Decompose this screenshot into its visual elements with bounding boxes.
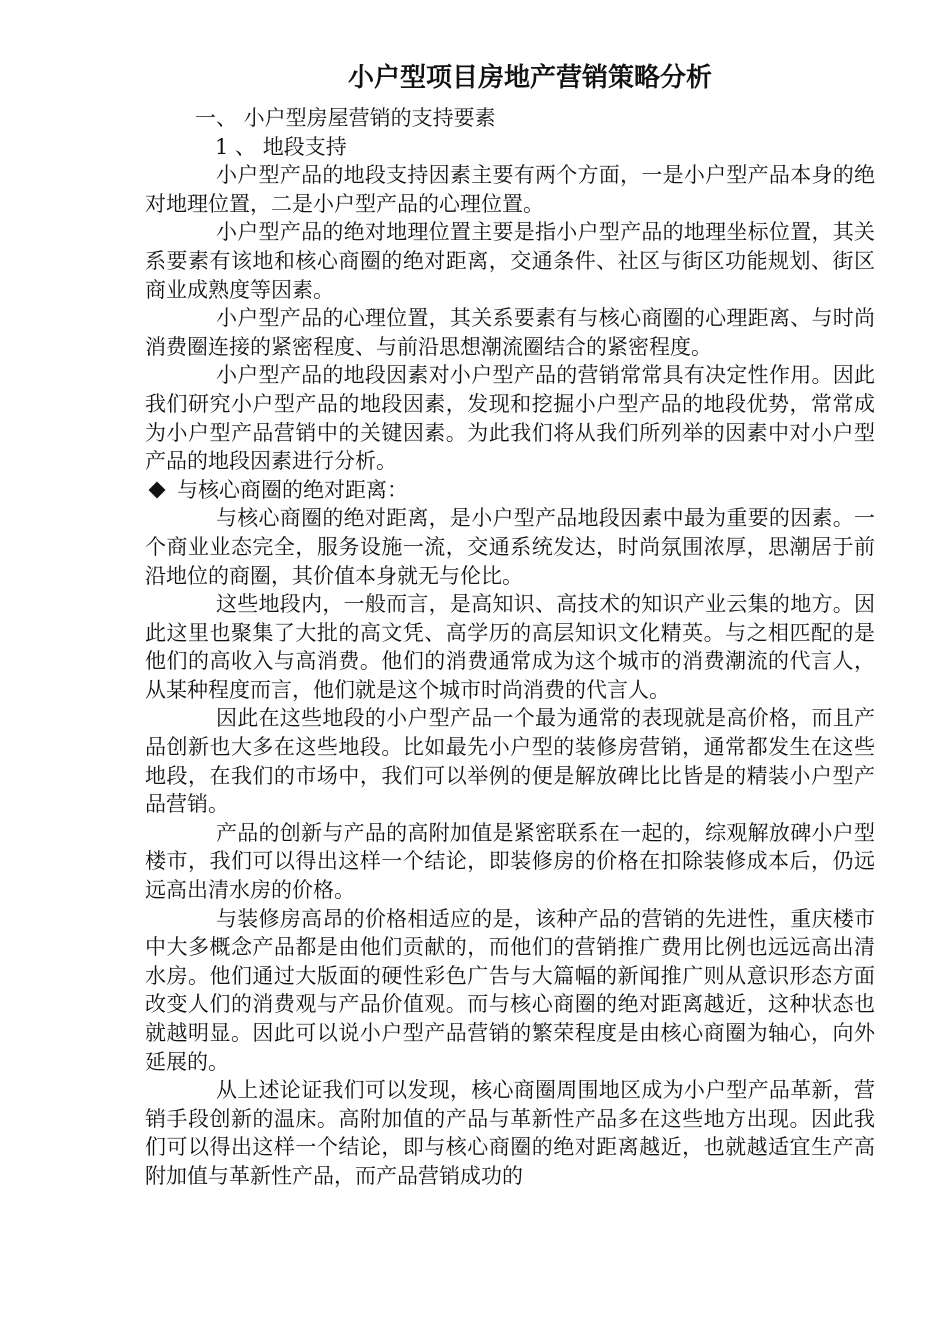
subsection-heading: 1 、 地段支持 — [215, 134, 347, 159]
paragraph: 与装修房高昂的价格相适应的是，该种产品的营销的先进性，重庆楼市中大多概念产品都是由他们贡献的，而他们的营销推广费用比例也远远高出清水房。他们通过大版面的硬性彩色广告与大篇幅的新闻推广则从意识形态方面改变人们的消费观与产品价值观。而与核心商圈的绝对距离越近，这种状态也就越明显。因此可以说小户型产品营销的繁荣程度是由核心商圈为轴心，向外延展的。 — [145, 906, 875, 1074]
diamond-bullet-icon — [149, 482, 166, 499]
document-title: 小户型项目房地产营销策略分析 — [347, 63, 712, 93]
paragraph: 与核心商圈的绝对距离，是小户型产品地段因素中最为重要的因素。一个商业业态完全，服务设施一流，交通系统发达，时尚氛围浓厚，思潮居于前沿地位的商圈，其价值本身就无与伦比。 — [145, 506, 875, 588]
paragraph: 小户型产品的地段因素对小户型产品的营销常常具有决定性作用。因此我们研究小户型产品的地段因素，发现和挖掘小户型产品的地段优势，常常成为小户型产品营销中的关键因素。为此我们将从我们所列举的因素中对小户型产品的地段因素进行分析。 — [145, 363, 875, 474]
paragraph: 因此在这些地段的小户型产品一个最为通常的表现就是高价格，而且产品创新也大多在这些地段。比如最先小户型的装修房营销，通常都发生在这些地段，在我们的市场中，我们可以举例的便是解放碑比比皆是的精装小户型产品营销。 — [145, 706, 875, 817]
paragraph: 这些地段内，一般而言，是高知识、高技术的知识产业云集的地方。因此这里也聚集了大批的高文凭、高学历的高层知识文化精英。与之相匹配的是他们的高收入与高消费。他们的消费通常成为这个城市的消费潮流的代言人，从某种程度而言，他们就是这个城市时尚消费的代言人。 — [145, 592, 875, 702]
document-page — [145, 58, 875, 1191]
section-heading: 一、 小户型房屋营销的支持要素 — [195, 106, 496, 130]
bullet-text: 与核心商圈的绝对距离： — [177, 477, 408, 502]
paragraph: 小户型产品的心理位置，其关系要素有与核心商圈的心理距离、与时尚消费圈连接的紧密程度、与前沿思想潮流圈结合的紧密程度。 — [145, 306, 875, 359]
bullet-item — [145, 476, 875, 505]
paragraph: 小户型产品的地段支持因素主要有两个方面，一是小户型产品本身的绝对地理位置，二是小户型产品的心理位置。 — [145, 163, 875, 216]
paragraph: 小户型产品的绝对地理位置主要是指小户型产品的地理坐标位置，其关系要素有该地和核心商圈的绝对距离，交通条件、社区与街区功能规划、街区商业成熟度等因素。 — [145, 220, 875, 302]
paragraph: 产品的创新与产品的高附加值是紧密联系在一起的，综观解放碑小户型楼市，我们可以得出这样一个结论，即装修房的价格在扣除装修成本后，仍远远高出清水房的价格。 — [145, 820, 875, 903]
paragraph: 从上述论证我们可以发现，核心商圈周围地区成为小户型产品革新，营销手段创新的温床。高附加值的产品与革新性产品多在这些地方出现。因此我们可以得出这样一个结论，即与核心商圈的绝对距离越近，也就越适宜生产高附加值与革新性产品，而产品营销成功的 — [145, 1078, 875, 1188]
